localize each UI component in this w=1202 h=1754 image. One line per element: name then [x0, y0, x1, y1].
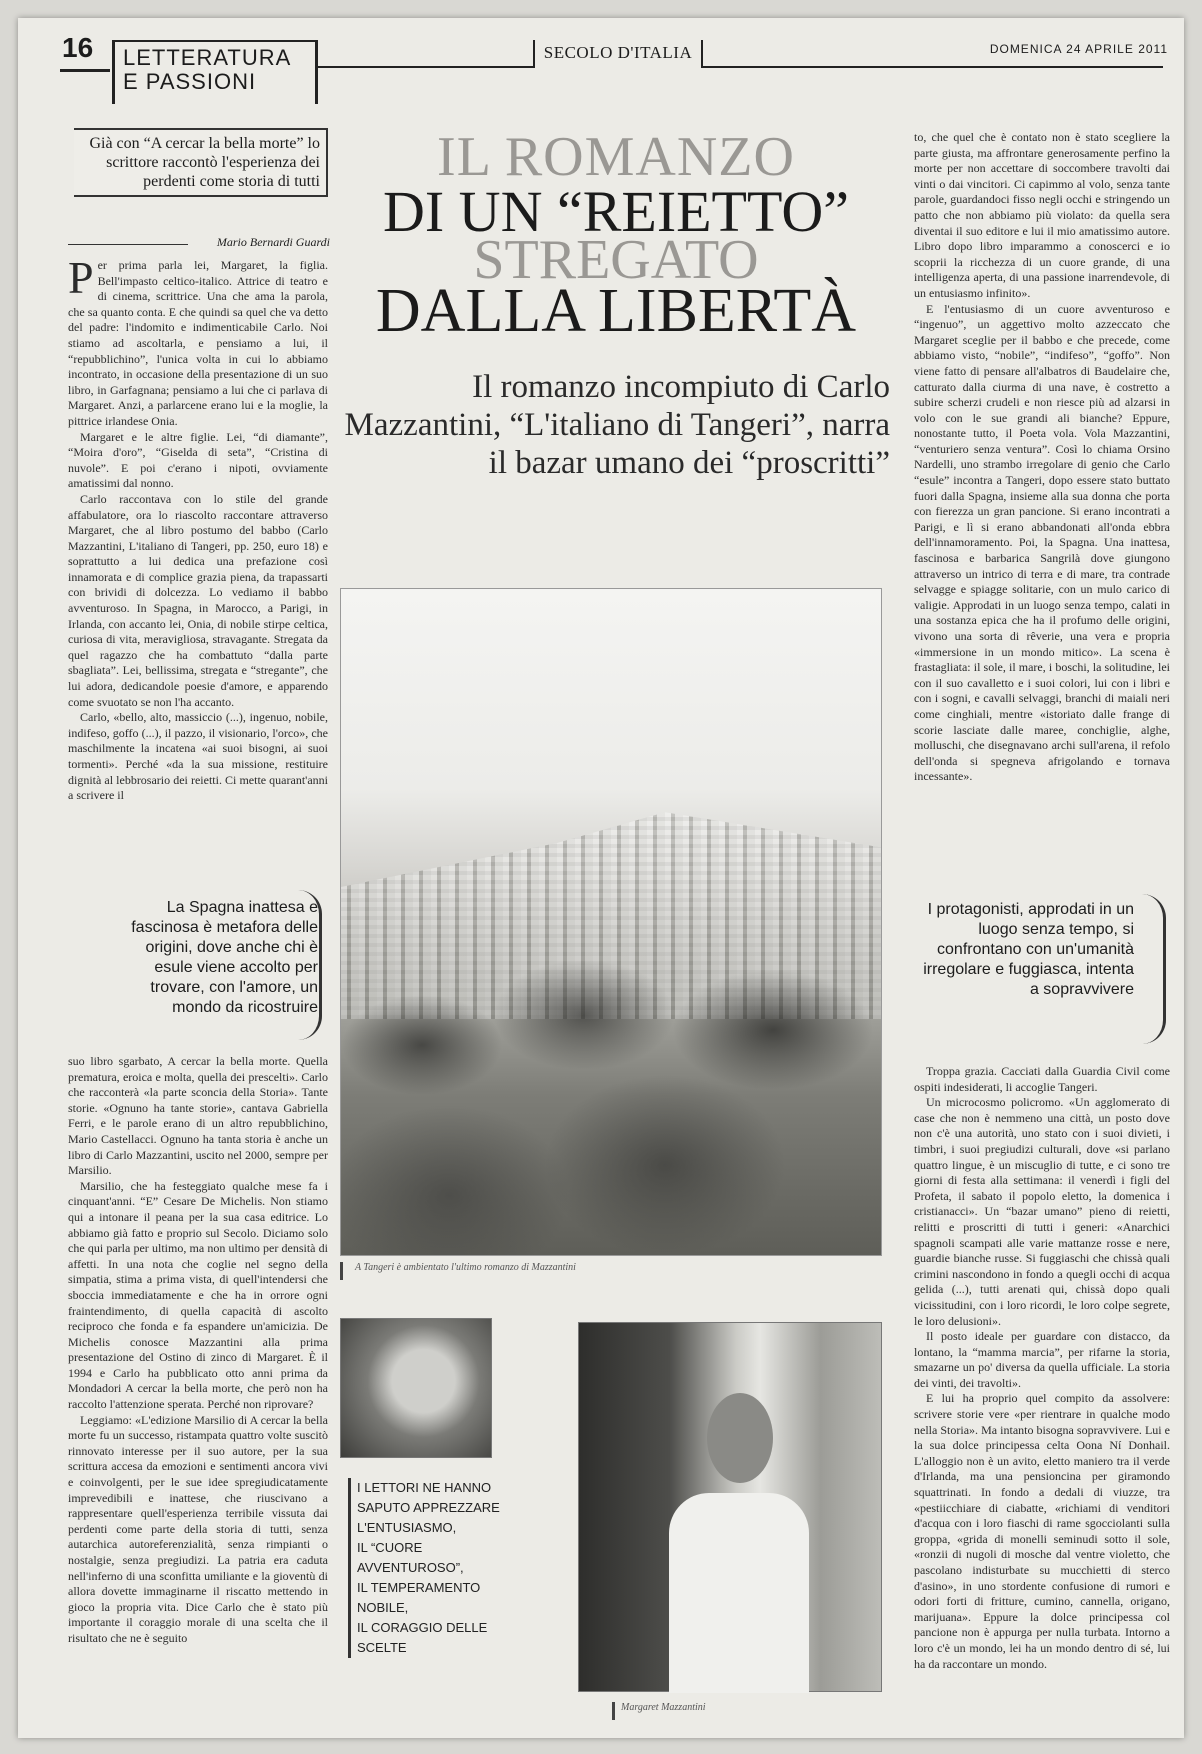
newspaper-page: [18, 18, 1184, 1738]
masthead: SECOLO D'ITALIA: [533, 40, 703, 68]
paragraph: suo libro sgarbato, A cercar la bella morte. Quella prematura, eroica e molta, quella dei prescelti». Carlo che racconterà «la parte sconcia della Storia». Tante storie. «Ognuno ha tante storie», cantava Gabriella Ferri, e le parole erano di un altro repubblichino, Mario Castellacci. Ognuno ha tanta storia è anche un libro di Carlo Mazzantini, uscito nel 2000, sempre per Marsilio.: [68, 1054, 328, 1178]
highlight-quote-line: IL “CUORE AVVENTUROSO”,: [357, 1540, 464, 1575]
paragraph: E lui ha proprio quel compito da assolvere: scrivere storie vere «per rientrare in qualche modo nella Storia». Ma intanto bisogna sopravvivere. Lui e la sua dolce principessa celta Oona Ní Donhail. L'alloggio non è un avito, eletto maniero tra il verde d'Irlanda, ma una pensioncina per giramondo squattrinati. In fondo a dedali di viuzze, tra «pestiicchiare di ciabatte, «richiami di venditori d'acqua con i loro fiaschi di rame sgocciolanti sulla groppa, «grida di monelli seminudi sotto il sole, «ronzii di nugoli di mosche dal ventre violetto, che pascolano indisturbate su mucchietti di sterco d'asino», in uno stordente confusione di rumori e odori forti di fritture, cumino, cannella, origano, marijuana». Eppure la dolce principessa col pancione non è appurga per nulla turbata. Intorno a loro c'è un mondo, lei ha un mondo dentro di sé, lui ha da raccontare un mondo.: [914, 1391, 1170, 1671]
article-column-1-bottom: [68, 1054, 328, 1714]
subtitle: Il romanzo incompiuto di Carlo Mazzantini, “L'italiano di Tangeri”, narra il bazar umano dei “proscritti”: [344, 369, 890, 481]
headline-line3: STREGATO: [473, 229, 759, 291]
highlight-quote-line: I LETTORI NE HANNO SAPUTO APPREZZARE L'ENTUSIASMO,: [357, 1480, 500, 1535]
palm-trees: [341, 955, 881, 1255]
paragraph: to, che quel che è contato non è stato scegliere la parte giusta, ma affrontare generosamente perfino la morte per non accettare di soccombere travolti dai vinti o dai vincitori. Ci capimmo al volo, senza tante parole, guardandoci fisso negli occhi e stringendo un patto che non abbiamo più violato: da quella sera diventai il suo editore e lui il mio amatissimo autore. Libro dopo libro imparammo a conoscerci e io scoprii la ricchezza di un cuore grande, di una intelligenza aperta, di una passione inarrendevole, di un entusiasmo infinito».: [914, 130, 1170, 300]
highlight-quote: [348, 1478, 530, 1658]
section-label-line2: E PASSIONI: [123, 69, 257, 94]
page-number: 16: [60, 32, 110, 72]
headline-line2: DI UN “REIETTO”: [382, 179, 849, 244]
paragraph: Margaret e le altre figlie. Lei, “di diamante”, “Moira d'oro”, “Giselda di seta”, “Cristina di nuvole”. E poi c'erano i nipoti, ovviamente amatissimi dal nonno.: [68, 429, 328, 491]
pull-quote-left: La Spagna inattesa e fascinosa è metafora delle origini, dove anche chi è esule viene accolto per trovare, con l'amore, un mondo da ricostruire: [131, 899, 318, 1016]
paragraph: er prima parla lei, Margaret, la figlia. Bell'impasto celtico-italico. Attrice di teatro e di cinema, scrittrice. Una che ama la parola, che sa quanto conta. E che quindi sa quel che va detto del padre: l'indomito e indimenticabile Carlo. Noi stiamo ad ascoltarla, e pensiamo a lui, il “repubblichino”, l'unica volta in cui lo abbiamo incontrato, in occasione della presentazione di un suo libro, in Garfagnana; pensiamo a lui che ci parlava di Margaret. Anzi, a parlarcene erano lui e la moglie, la pittrice irlandese Onia.: [68, 258, 328, 428]
photo-caption: A Tangeri è ambientato l'ultimo romanzo di Mazzantini: [340, 1262, 882, 1280]
kicker: Già con “A cercar la bella morte” lo scrittore raccontò l'esperienza dei perdenti come storia di tutti: [74, 128, 328, 197]
portrait-head: [707, 1393, 773, 1483]
article-column-3-top: [914, 130, 1170, 870]
paragraph: Troppa grazia. Cacciati dalla Guardia Civil come ospiti indesiderati, li accoglie Tangeri.: [914, 1064, 1170, 1094]
pull-quote-bracket-left: [298, 890, 322, 1040]
portrait-carlo-mazzantini: [340, 1318, 492, 1458]
pull-quote-bracket-right: [1142, 894, 1166, 1044]
byline: Mario Bernardi Guardi: [216, 235, 330, 249]
photo-caption: Margaret Mazzantini: [612, 1702, 812, 1720]
paragraph: Marsilio, che ha festeggiato qualche mese fa i cinquant'anni. “E” Cesare De Michelis. Non stiamo qui a intonare il peana per la sua casa editrice. Lo abbiamo già fatto e proprio sul Secolo. Diciamo solo che qui parla per ultimo, ma non ultimo per densità di affetti. In una nota che coglie nel segno della simpatia, stima a prima vista, di quell'intendersi che sboccia immediatamente e che ha in orrore ogni fraintendimento, di quella capacità di ascolto reciproco che fonda e fa espandere un'amicizia. De Michelis conosce Mazzantini alla prima presentazione del Ostino di zinco di Margaret. È il 1994 e Carlo ha pubblicato otto anni prima da Mondadori A cercar la bella morte, che però non ha raccolto l'attenzione sperata. Perché non riprovare?: [68, 1178, 328, 1412]
pull-quote-right: I protagonisti, approdati in un luogo senza tempo, si confrontano con un'umanità irregolare e fuggiasca, intenta a sopravvivere: [923, 901, 1134, 998]
issue-date: DOMENICA 24 APRILE 2011: [989, 42, 1168, 56]
highlight-quote-line: IL CORAGGIO DELLE SCELTE: [357, 1620, 488, 1655]
paragraph: Carlo raccontava con lo stile del grande affabulatore, ora lo riascolto raccontare attraverso Margaret, che al libro postumo del babbo (Carlo Mazzantini, L'italiano di Tangeri, pp. 250, euro 18) e soprattutto a lui dedica una prefazione così innamorata e di complice grazia piena, da trapassarti con brividi di dolcezza. Lo vediamo il babbo avventuroso. In Spagna, in Marocco, a Parigi, in Irlanda, con accanto lei, Onia, di nobile stirpe celtica, curiosa di vita, meravigliosa, stravagante. Stregata da quel ragazzo che ha combattuto “dalla parte sbagliata”. Lei, bellissima, stregata e “stregante”, che lui adora, dedicandole poesie d'amore, e apparendo come svuotato se non l'ha accanto.: [68, 491, 328, 709]
header-rule-left: [318, 66, 533, 68]
article-column-1-top: [68, 258, 328, 878]
highlight-quote-line: IL TEMPERAMENTO NOBILE,: [357, 1580, 481, 1615]
tangier-photo: [340, 588, 882, 1256]
headline-line1: IL ROMANZO: [437, 126, 795, 188]
paragraph: Un microcosmo policromo. «Un agglomerato di case che non è nemmeno una città, un posto dove non c'è una autorità, uno stato con i suoi divieti, i timbri, i suoi pregiudizi culturali, dove «si parlano quattro lingue, è un miscuglio di tutte, e ci sono tre giorni di festa alla settimana: il venerdì i figli del Profeta, il sabato il popolo eletto, la domenica i cristianacci». Un “bazar umano” pieno di reietti, relitti e proscritti di tutti i generi: «Anarchici spagnoli scampati alle varie mattanze rosse e nere, guardie bianche russe. Si fuggiaschi che chissà quali crimini nascondono in fondo a quegli occhi di acqua gelida (...), tutti arenati qui, chissà dopo quali vicissitudini, con i loro ricordi, le loro colpe segrete, le loro delusioni».: [914, 1095, 1170, 1328]
section-label: [112, 40, 318, 104]
article-column-3-bottom: [914, 1064, 1170, 1714]
paragraph: E l'entusiasmo di un cuore avventuroso e “ingenuo”, un aggettivo molto azzeccato che Margaret sceglie per il babbo e che precede, come abbiamo visto, “nobile”, “indifeso”, “goffo”. Non viene fatto di pensare all'albatros di Baudelaire che, catturato dalla ciurma di una nave, è costretto a subire scherzi crudeli e non riesce più ad alzarsi in volo con le sue grandi ali bianche? Eppure, nonostante tutto, il Poeta vola. Vola Mazzantini, “venturiero senza ventura”. Così lo chiama Orsino Nardelli, uno strambo irregolare di genio che Carlo “esule” incontra a Tangeri, dopo essere stato buttato fuori dalla Spagna, insieme alla sua donna che porta con fierezza un gran pancione. Si erano incontrati a Parigi, e lì si erano abbandonati all'onda ebbra dell'innamoramento. Poi, la Spagna. Una inattesa, fascinosa e barbarica Sangrilà dove giungono attraverso un intrico di terra e di mare, tra contrade selvagge e spiagge solitarie, con un mulo carico di valigie. Approdati in un luogo senza tempo, calati in una sostanza epica che ha il profumo delle origini, vivono una sorta di rêverie, una vera e propria «immersione in un mondo mitico». La scena è frastagliata: il sole, il mare, i boschi, la solitudine, lei con il suo cavalletto e i suoi colori, lui con i libri e con i sogni, e cavalli selvaggi, branchi di maiali neri come cinghiali, mentre «istoriato dalle frange di scorie lasciate dalle maree, conchiglie, alghe, molluschi, che disegnavano archi sull'arena, il refolo dell'onda si spegneva afrigolando e tornava incessante».: [914, 301, 1170, 784]
paragraph: Leggiamo: «L'edizione Marsilio di A cercar la bella morte fu un successo, ristampata quattro volte suscitò rinnovato interesse per il suo autore, per la sua scrittura accesa da emozioni e sentimenti ancora vivi e coinvolgenti, per le sue idee spregiudicatamente imprevedibili e inattese, che riuscivano a rappresentare quell'esperienza terribile vissuta dai perdenti come parte della storia di tutti, senza autarchica autoreferenzialità, senza rimpianti o nostalgie, senza pregiudizi. La patria era caduta nell'inferno di una sconfitta umiliante e la gioventù di allora dovette immaginarne il riscatto mettendo in gioco la propria vita. Dice Carlo che è stato più importante il coraggio morale di una scelta che il risultato che ne è seguito: [68, 1412, 328, 1645]
header-rule-right: [703, 66, 1163, 68]
headline-line4: DALLA LIBERTÀ: [375, 277, 857, 345]
portrait-shirt: [669, 1493, 809, 1693]
section-label-line1: LETTERATURA: [123, 45, 292, 70]
paragraph: Il posto ideale per guardare con distacco, da lontano, la “mamma marcia”, per rifarne la storia, smazarne un po' diversa da quella ufficiale. La storia dei vinti, dei travolti».: [914, 1329, 1170, 1390]
drop-cap: P: [68, 258, 94, 303]
headline: [336, 126, 896, 345]
paragraph: Carlo, «bello, alto, massiccio (...), ingenuo, nobile, indifeso, goffo (...), il pazzo, il visionario, l'orco», che maschilmente la incatena «ai suoi bisogni, ai suoi tormenti». Perché «da la sua missione, restituire dignità al lebbrosario dei reietti. Ci mette quarant'anni a scrivere il: [68, 710, 328, 803]
portrait-margaret-mazzantini: [578, 1322, 882, 1692]
